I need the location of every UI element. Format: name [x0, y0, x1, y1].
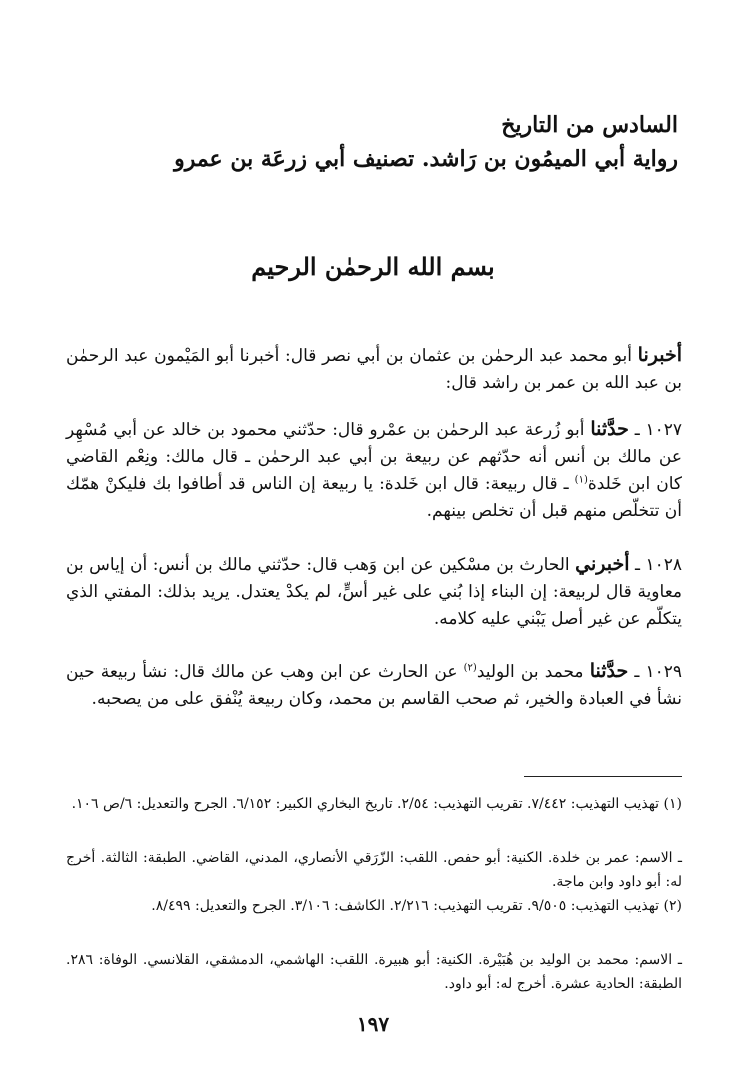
hadith-number: ١٠٢٨ ـ: [635, 555, 682, 575]
paragraph-lead-word: حدَّثنا: [590, 418, 629, 440]
paragraph-lead-word: أخبرنا: [637, 344, 682, 366]
paragraph-lead-word: حدَّثنا: [589, 660, 629, 682]
footnote-divider: [524, 776, 682, 777]
running-header-title: السادس من التاريخ: [501, 112, 678, 138]
footnote-2: (٢) تهذيب التهذيب: ٩/٥٠٥. تقريب التهذيب: ٢/٢١٦. الكاشف: ٣/١٠٦. الجرح والتعديل: ٨/٤٩٩.: [151, 898, 682, 914]
footnote-marker: (١): [574, 474, 588, 486]
running-header-subtitle: رواية أبي الميمُون بن رَاشد. تصنيف أبي زرعَة بن عمرو: [174, 146, 678, 172]
hadith-number: ١٠٢٧ ـ: [634, 420, 683, 440]
hadith-1027: [66, 416, 682, 525]
basmala-heading: بسم الله الرحمٰن الرحيم: [251, 252, 495, 281]
paragraph-text-cont: ـ قال ربيعة: قال ابن خَلدة: يا ربيعة إن الناس قد أطافوا بك فليكنْ همّك أن تتخلّص منهم قبل أن تخلص بينهم.: [66, 474, 682, 521]
paragraph-text: أبو محمد عبد الرحمٰن بن عثمان بن أبي نصر قال: أخبرنا أبو المَيْمون عبد الرحمٰن بن عبد الله بن عمر بن راشد قال:: [66, 346, 682, 393]
paragraph-text: أبو زُرعة عبد الرحمٰن بن عمْرو قال: حدّثني محمود بن خالد عن أبي مُسْهِر عن مالك بن أنس أنه حدّثهم عن ربيعة بن أبي عبد الرحمٰن ـ قال مالك: ونِعْم القاضي كان ابن خَلدة: [66, 420, 682, 494]
paragraph-text: الحارث بن مسْكين عن ابن وَهب قال: حدّثني مالك بن أنس: أن إياس بن معاوية قال لربيعة: إن البناء إذا بُني على غير أسٍّ، لم يكدْ يعتدل. يريد بذلك: المفتي الذي يتكلّم عن غير أصل يَبْني عليه كلامه.: [66, 555, 682, 629]
footnote-marker: (٢): [463, 662, 477, 674]
hadith-1028: [66, 551, 682, 633]
paragraph-text-cont: عن الحارث عن ابن وهب عن مالك قال: نشأ ربيعة حين نشأ في العبادة والخير، ثم صحب القاسم بن محمد، وكان ربيعة يُنْفق على من يصحبه.: [66, 662, 682, 709]
footnote-1: (١) تهذيب التهذيب: ٧/٤٤٢. تقريب التهذيب: ٢/٥٤. تاريخ البخاري الكبير: ٦/١٥٢. الجرح والتعديل: ٦/ص ١٠٦.: [71, 796, 682, 812]
page-number: ١٩٧: [356, 1012, 390, 1036]
paragraph-lead-word: أخبرني: [575, 553, 630, 575]
footnote-2-details: ـ الاسم: محمد بن الوليد بن هُبَيْرة. الكنية: أبو هبيرة. اللقب: الهاشمي، الدمشقي، القلانسي. الوفاة: ٢٨٦. الطبقة: الحادية عشرة. أخرج له: أبو داود.: [66, 952, 682, 992]
isnad-paragraph: [66, 342, 682, 397]
footnote-1-details: ـ الاسم: عمر بن خلدة. الكنية: أبو حفص. اللقب: الزّرَقي الأنصاري، المدني، القاضي. الطبقة: الثالثة. أخرج له: أبو داود وابن ماجة.: [66, 850, 682, 890]
hadith-number: ١٠٢٩ ـ: [634, 662, 683, 682]
hadith-1029: [66, 658, 682, 713]
paragraph-text: محمد بن الوليد: [476, 662, 584, 682]
